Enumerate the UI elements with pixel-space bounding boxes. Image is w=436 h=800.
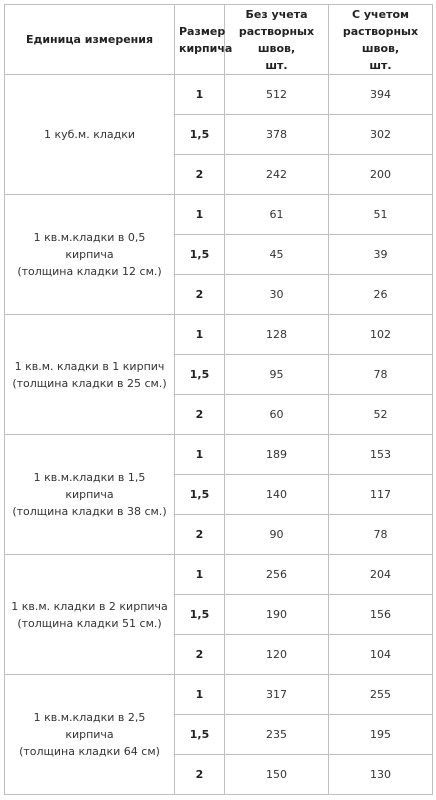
brick-size-cell: 1: [175, 195, 225, 235]
brick-size-cell: 1,5: [175, 595, 225, 635]
unit-line2: (толщина кладки 12 см.): [17, 265, 162, 278]
unit-line1: 1 кв.м. кладки в 2 кирпича: [11, 599, 168, 613]
unit-line1: 1 кв.м.кладки в 1,5 кирпича: [33, 471, 146, 501]
count-without-joints-cell: 317: [225, 675, 329, 715]
unit-cell: [5, 675, 175, 795]
count-with-joints-cell: 52: [329, 395, 433, 435]
brick-size-cell: 2: [175, 395, 225, 435]
count-with-joints-cell: 117: [329, 475, 433, 515]
unit-line1: 1 кв.м.кладки в 2,5 кирпича: [33, 711, 146, 741]
brick-size-cell: 1,5: [175, 475, 225, 515]
count-with-joints-cell: 130: [329, 755, 433, 795]
table-body: [5, 75, 433, 795]
count-without-joints-cell: 378: [225, 115, 329, 155]
unit-line1: 1 куб.м. кладки: [43, 128, 136, 141]
header-unit: Единица измерения: [5, 5, 175, 75]
unit-cell: [5, 75, 175, 195]
unit-line2: (толщина кладки в 38 см.): [12, 505, 167, 518]
count-without-joints-cell: 30: [225, 275, 329, 315]
count-with-joints-cell: 302: [329, 115, 433, 155]
unit-line2: (толщина кладки 51 см.): [17, 616, 162, 630]
count-without-joints-cell: 45: [225, 235, 329, 275]
header-with-line3: шт.: [369, 58, 392, 72]
unit-cell: [5, 555, 175, 675]
brick-size-cell: 1: [175, 555, 225, 595]
header-brick-size-line2: кирпича: [179, 41, 233, 55]
header-without-joints: [225, 5, 329, 75]
count-with-joints-cell: 51: [329, 195, 433, 235]
count-with-joints-cell: 255: [329, 675, 433, 715]
count-with-joints-cell: 153: [329, 435, 433, 475]
count-with-joints-cell: 156: [329, 595, 433, 635]
count-without-joints-cell: 140: [225, 475, 329, 515]
count-without-joints-cell: 512: [225, 75, 329, 115]
header-without-line2: растворных швов,: [238, 24, 315, 55]
count-without-joints-cell: 150: [225, 755, 329, 795]
unit-line1: 1 кв.м.кладки в 0,5 кирпича: [33, 231, 146, 261]
brick-size-cell: 1: [175, 435, 225, 475]
count-with-joints-cell: 195: [329, 715, 433, 755]
count-with-joints-cell: 104: [329, 635, 433, 675]
header-with-line2: растворных швов,: [342, 24, 419, 55]
brick-size-cell: 1,5: [175, 355, 225, 395]
count-without-joints-cell: 95: [225, 355, 329, 395]
count-without-joints-cell: 120: [225, 635, 329, 675]
brick-size-cell: 2: [175, 635, 225, 675]
brick-size-cell: 1,5: [175, 715, 225, 755]
unit-cell: [5, 195, 175, 315]
brick-size-cell: 2: [175, 755, 225, 795]
count-without-joints-cell: 60: [225, 395, 329, 435]
brick-size-cell: 1: [175, 315, 225, 355]
count-without-joints-cell: 61: [225, 195, 329, 235]
count-with-joints-cell: 39: [329, 235, 433, 275]
unit-cell: [5, 435, 175, 555]
count-without-joints-cell: 128: [225, 315, 329, 355]
header-without-line1: Без учета: [245, 7, 308, 21]
table-row: [5, 435, 433, 475]
header-with-joints: [329, 5, 433, 75]
brick-size-cell: 1,5: [175, 115, 225, 155]
count-without-joints-cell: 190: [225, 595, 329, 635]
brick-size-cell: 2: [175, 515, 225, 555]
header-row: [5, 5, 433, 75]
brick-size-cell: 1,5: [175, 235, 225, 275]
table-row: [5, 195, 433, 235]
table-row: [5, 75, 433, 115]
header-with-line1: С учетом: [351, 7, 409, 21]
count-with-joints-cell: 200: [329, 155, 433, 195]
brick-size-cell: 2: [175, 275, 225, 315]
header-brick-size: [175, 5, 233, 75]
header-without-line3: шт.: [265, 58, 288, 72]
brick-size-cell: 2: [175, 155, 225, 195]
brick-size-cell: 1: [175, 675, 225, 715]
table-row: [5, 315, 433, 355]
table-row: [5, 555, 433, 595]
header-brick-size-line1: Размер: [179, 24, 226, 38]
count-with-joints-cell: 394: [329, 75, 433, 115]
count-without-joints-cell: 256: [225, 555, 329, 595]
table-row: [5, 675, 433, 715]
count-with-joints-cell: 102: [329, 315, 433, 355]
unit-cell: [5, 315, 175, 435]
count-with-joints-cell: 204: [329, 555, 433, 595]
count-with-joints-cell: 78: [329, 355, 433, 395]
brick-count-table: [4, 4, 433, 795]
count-without-joints-cell: 90: [225, 515, 329, 555]
count-without-joints-cell: 242: [225, 155, 329, 195]
count-with-joints-cell: 78: [329, 515, 433, 555]
unit-line2: (толщина кладки в 25 см.): [12, 376, 167, 390]
count-without-joints-cell: 189: [225, 435, 329, 475]
brick-size-cell: 1: [175, 75, 225, 115]
unit-line2: (толщина кладки 64 см): [19, 745, 160, 758]
unit-line1: 1 кв.м. кладки в 1 кирпич: [14, 359, 165, 373]
count-with-joints-cell: 26: [329, 275, 433, 315]
count-without-joints-cell: 235: [225, 715, 329, 755]
